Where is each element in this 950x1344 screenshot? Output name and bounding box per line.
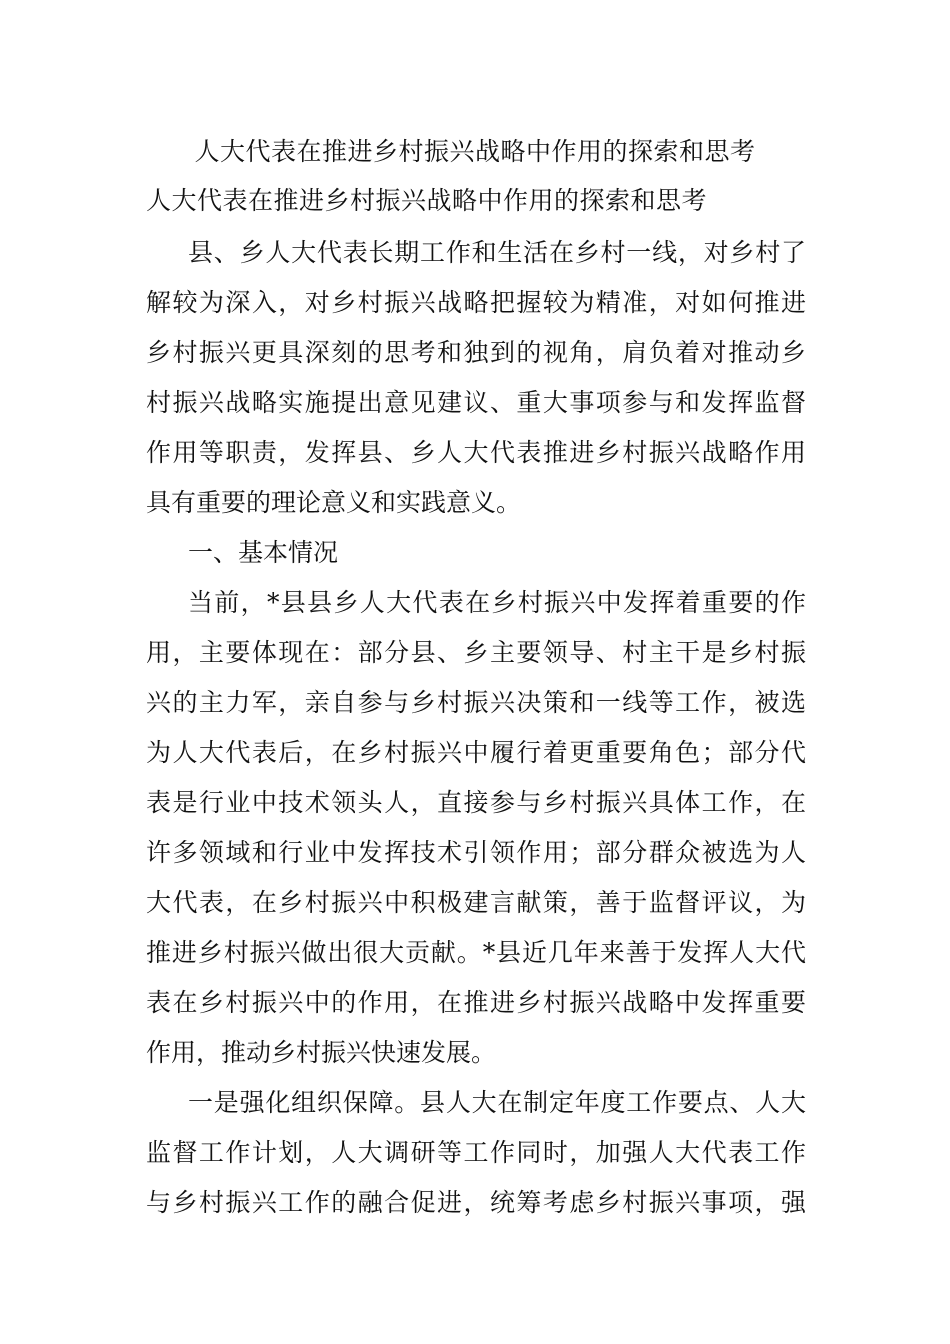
text-line: 为人大代表后，在乡村振兴中履行着更重要角色；部分代	[146, 738, 806, 767]
section-heading	[146, 528, 806, 578]
text-line: 作用等职责，发挥县、乡人大代表推进乡村振兴战略作用	[146, 438, 806, 467]
text-line: 推进乡村振兴做出很大贡献。*县近几年来善于发挥人大代	[146, 938, 806, 967]
paragraph-situation	[146, 578, 806, 1078]
paragraph-intro	[146, 228, 806, 528]
text-line: 兴的主力军，亲自参与乡村振兴决策和一线等工作，被选	[146, 688, 806, 717]
document-subtitle: 人大代表在推进乡村振兴战略中作用的探索和思考	[146, 186, 708, 215]
text-line: 具有重要的理论意义和实践意义。	[146, 488, 522, 517]
text-line: 乡村振兴更具深刻的思考和独到的视角，肩负着对推动乡	[146, 338, 806, 367]
text-line: 许多领域和行业中发挥技术引领作用；部分群众被选为人	[146, 838, 806, 867]
text-line: 监督工作计划，人大调研等工作同时，加强人大代表工作	[146, 1138, 806, 1167]
text-line: 用，主要体现在：部分县、乡主要领导、村主干是乡村振	[146, 638, 806, 667]
heading-line: 一、基本情况	[188, 538, 339, 567]
document-body	[146, 228, 806, 1228]
paragraph-organization	[146, 1078, 806, 1228]
text-line: 与乡村振兴工作的融合促进，统筹考虑乡村振兴事项，强	[146, 1188, 806, 1217]
text-line: 解较为深入，对乡村振兴战略把握较为精准，对如何推进	[146, 288, 806, 317]
document-title: 人大代表在推进乡村振兴战略中作用的探索和思考	[194, 137, 756, 166]
text-line: 表在乡村振兴中的作用，在推进乡村振兴战略中发挥重要	[146, 988, 806, 1017]
text-line: 村振兴战略实施提出意见建议、重大事项参与和发挥监督	[146, 388, 806, 417]
text-line: 作用，推动乡村振兴快速发展。	[146, 1038, 497, 1067]
text-line: 大代表，在乡村振兴中积极建言献策，善于监督评议，为	[146, 888, 806, 917]
text-line: 县、乡人大代表长期工作和生活在乡村一线，对乡村了	[188, 238, 806, 267]
text-line: 表是行业中技术领头人，直接参与乡村振兴具体工作，在	[146, 788, 806, 817]
text-line: 当前，*县县乡人大代表在乡村振兴中发挥着重要的作	[188, 588, 806, 617]
text-line: 一是强化组织保障。县人大在制定年度工作要点、人大	[188, 1088, 806, 1117]
